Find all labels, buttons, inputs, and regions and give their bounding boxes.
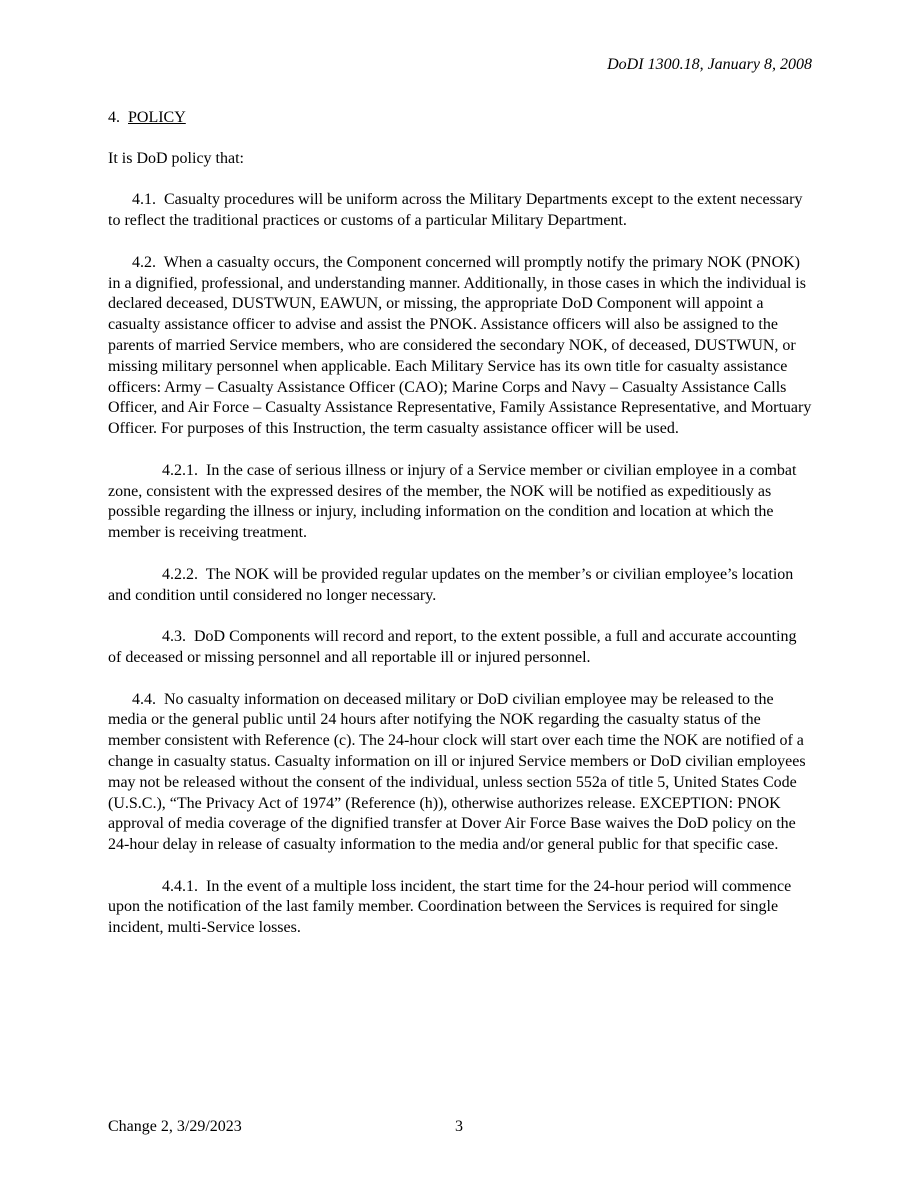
paragraph-text: DoD Components will record and report, to the extent possible, a full and accurate accounting of deceased or missing personnel and all reportable ill or injured personnel. (108, 628, 797, 666)
paragraph-text: When a casualty occurs, the Component concerned will promptly notify the primary NOK (PNOK) in a dignified, professional, and understanding manner. Additionally, in those cases in which the individual is declared deceased, DUSTWUN, EAWUN, or missing, the appropriate DoD Component will appoint a casualty assistance officer to advise and assist the PNOK. Assistance officers will also be assigned to the parents of married Service members, who are considered the secondary NOK, of deceased, DUSTWUN, or missing military personnel when applicable. Each Military Service has its own title for casualty assistance officers: Army – Casualty Assistance Officer (CAO); Marine Corps and Navy – Casualty Assistance Calls Officer, and Air Force – Casualty Assistance Representative, Family Assistance Representative, and Mortuary Officer. For purposes of this Instruction, the term casualty assistance officer will be used. (108, 253, 812, 438)
paragraph-text: In the event of a multiple loss incident, the start time for the 24-hour period will commence upon the notification of the last family member. Coordination between the Services is required for single incident, multi-Service losses. (108, 877, 792, 937)
paragraph-4-4 (108, 690, 813, 856)
paragraph-number: 4.2. (132, 253, 156, 271)
paragraph-4-3 (108, 627, 813, 669)
paragraph-4-4-1 (108, 877, 813, 939)
paragraph-4-2-1 (108, 461, 813, 544)
paragraph-text: No casualty information on deceased military or DoD civilian employee may be released to the media or the general public until 24 hours after notifying the NOK regarding the casualty status of the member consistent with Reference (c). The 24-hour clock will start over each time the NOK are notified of a change in casualty status. Casualty information on ill or injured Service members or DoD civilian employees may not be released without the consent of the individual, unless section 552a of title 5, United States Code (U.S.C.), “The Privacy Act of 1974” (Reference (h)), otherwise authorizes release. EXCEPTION: PNOK approval of media coverage of the dignified transfer at Dover Air Force Base waives the DoD policy on the 24-hour delay in release of casualty information to the media and/or general public for that specific case. (108, 690, 806, 854)
footer-page-number: 3 (455, 1118, 463, 1135)
paragraph-text: The NOK will be provided regular updates on the member’s or civilian employee’s location and condition until considered no longer necessary. (108, 565, 794, 604)
document-header: DoDI 1300.18, January 8, 2008 (607, 56, 812, 73)
paragraph-number: 4.1. (132, 191, 156, 209)
paragraph-number: 4.4.1. (162, 877, 198, 895)
intro-text: It is DoD policy that: (108, 149, 244, 167)
paragraph-4-2 (108, 253, 813, 440)
section-number: 4. (108, 109, 120, 126)
paragraph-text: In the case of serious illness or injury of a Service member or civilian employee in a combat zone, consistent with the expressed desires of the member, the NOK will be notified as expeditiously as possible regarding the illness or injury, including information on the condition and location at which the member is receiving treatment. (108, 461, 797, 542)
document-body (108, 108, 813, 960)
paragraph-number: 4.2.2. (162, 565, 198, 583)
footer-change-note: Change 2, 3/29/2023 (108, 1118, 242, 1135)
paragraph-number: 4.4. (132, 690, 156, 708)
section-heading (108, 108, 813, 129)
paragraph-number: 4.2.1. (162, 461, 198, 479)
paragraph-text: Casualty procedures will be uniform across the Military Departments except to the extent necessary to reflect the traditional practices or customs of a particular Military Department. (108, 191, 803, 230)
paragraph-4-1 (108, 190, 813, 232)
section-title: POLICY (128, 109, 186, 126)
paragraph-number: 4.3. (162, 628, 186, 646)
paragraph-4-2-2 (108, 565, 813, 607)
